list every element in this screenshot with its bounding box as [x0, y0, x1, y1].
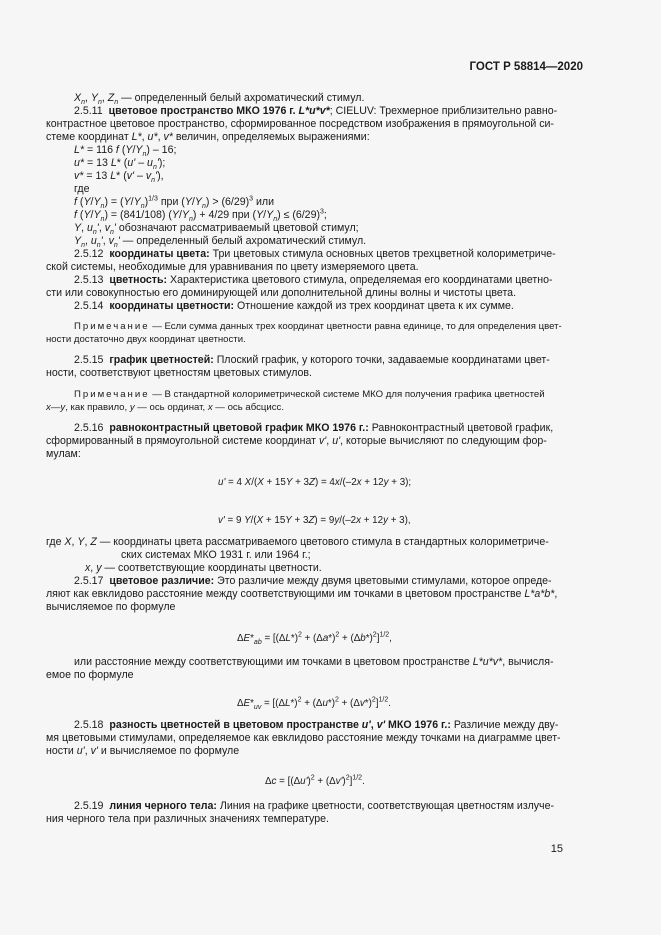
equation-delta-e-ab: $\Delta E*_{ab} = [(\Delta L*)^2 + (\Delta a*)^2 + (\Delta b*)^2]^{1/2}$, [237, 631, 392, 646]
section-2-5-15: 2.5.15 график цветностей: Плоский график, у которого точки, задаваемые координатами цвет- [74, 354, 550, 366]
text-where: где [74, 183, 90, 195]
section-2-5-18: 2.5.18 разность цветностей в цветовом пространстве u', v' МКО 1976 г.: Различие между дву- [74, 719, 559, 731]
note-2: Примечание — В стандартной колориметрической системе МКО для получения графика цветностей [74, 389, 545, 400]
text-line: ской системы, необходимые для уравнивания по цвету измеряемого цвета. [46, 261, 419, 273]
equation-f2: f $(Y/Y_n) = (841/108) (Y/Y_n) + 4/29$ при $(Y/Y_n) \le (6/29)^3$; [74, 208, 327, 224]
section-2-5-17: 2.5.17 цветовое различие: Это различие между двумя цветовыми стимулами, которое опреде- [74, 575, 552, 587]
text-line: вычисляемое по формуле [46, 601, 176, 613]
equation-f1: f $(Y/Y_n) = (Y/Y_n)^{1/3}$ при $(Y/Y_n) > (6/29)^3$ или [74, 195, 275, 211]
text-line: мя цветовыми стимулами, определяемое как евклидово расстояние между точками на диаграмме цвет- [46, 732, 561, 744]
text-line: ности, соответствуют цветностям цветовых стимулов. [46, 367, 312, 379]
text-line: ности u', v' и вычисляемое по формуле [46, 745, 240, 757]
text-line: контрастное цветовое пространство, сформированное посредством изображения в прямоугольной си- [46, 118, 554, 130]
section-2-5-16: 2.5.16 равноконтрастный цветовой график МКО 1976 г.: Равноконтрастный цветовой график, [74, 422, 554, 434]
section-2-5-14: 2.5.14 координаты цветности: Отношение каждой из трех координат цвета к их сумме. [74, 300, 514, 312]
where-xyz: где X, Y, Z — координаты цвета рассматриваемого цветового стимула в стандартных колориметриче- [46, 536, 549, 548]
equation-delta-e-uv: $\Delta E*_{uv} = [(\Delta L*)^2 + (\Delta u*)^2 + (\Delta v*)^2]^{1/2}$. [237, 696, 391, 711]
text-line: сформированный в прямоугольной системе координат v', u', которые вычисляют по следующим фор- [46, 435, 547, 447]
equation-v: v* = 13 L* $(v' - v_n')$, [74, 170, 164, 185]
text-line: $X_n$, $Y_n$, $Z_n$ — определенный белый ахроматический стимул. [74, 92, 365, 107]
definition-line: $Y_n$, $u_n'$, $v_n'$ — определенный белый ахроматический стимул. [74, 235, 367, 250]
section-2-5-12: 2.5.12 координаты цвета: Три цветовых стимула основных цветов трехцветной колориметриче- [74, 248, 556, 260]
note-1: Примечание — Если сумма данных трех координат цветности равна единице, то для определения цвет- [74, 321, 562, 332]
equation-delta-c: $\Delta c = [(\Delta u')^2 + (\Delta v')^2]^{1/2}$. [265, 774, 365, 787]
page-number: 15 [550, 843, 563, 855]
section-2-5-13: 2.5.13 цветность: Характеристика цветового стимула, определяемая его координатами цветно- [74, 274, 553, 286]
equation-v-prime: v' = 9 Y/(X + 15Y + 3Z) = 9y/(–2x + 12y + 3), [218, 515, 411, 526]
text-line: или расстояние между соответствующими им точками в цветовом пространстве L*u*v*, вычисля- [74, 656, 554, 668]
equation-u: u* = 13 L* $(u' - u_n')$; [74, 157, 166, 172]
text-line: x—y, как правило, y — ось ординат, x — ось абсцисс. [46, 402, 284, 413]
equation-L: L* = 116 f $(Y/Y_n) - 16$; [74, 144, 177, 159]
section-2-5-11: 2.5.11 цветовое пространство МКО 1976 г. L*u*v*; CIELUV: Трехмерное приблизительно равно- [74, 105, 558, 117]
text-line: емое по формуле [46, 669, 134, 681]
text-line: сти или совокупностью его доминирующей или дополнительной длины волны и чистоты цвета. [46, 287, 517, 299]
section-2-5-19: 2.5.19 линия черного тела: Линия на графике цветности, соответствующая цветностям излуче- [74, 800, 554, 812]
text-line: ности достаточно двух координат цветности. [46, 334, 246, 345]
definition-line: Y, $u_n'$, $v_n'$ обозначают рассматриваемый цветовой стимул; [74, 222, 359, 237]
text-line: стеме координат L*, u*, v* величин, определяемых выражениями: [46, 131, 370, 143]
text-line: ских системах МКО 1931 г. или 1964 г.; [121, 549, 311, 561]
document-header: ГОСТ Р 58814—2020 [469, 61, 583, 73]
where-xy: x, y — соответствующие координаты цветности. [85, 562, 322, 574]
equation-u-prime: u' = 4 X/(X + 15Y + 3Z) = 4x/(–2x + 12y + 3); [218, 477, 412, 488]
text-line: мулам: [46, 448, 81, 460]
text-line: ния черного тела при различных значениях температуре. [46, 813, 329, 825]
text-line: ляют как евклидово расстояние между соответствующими им точками в цветовом пространстве L*a*b*, [46, 588, 558, 600]
